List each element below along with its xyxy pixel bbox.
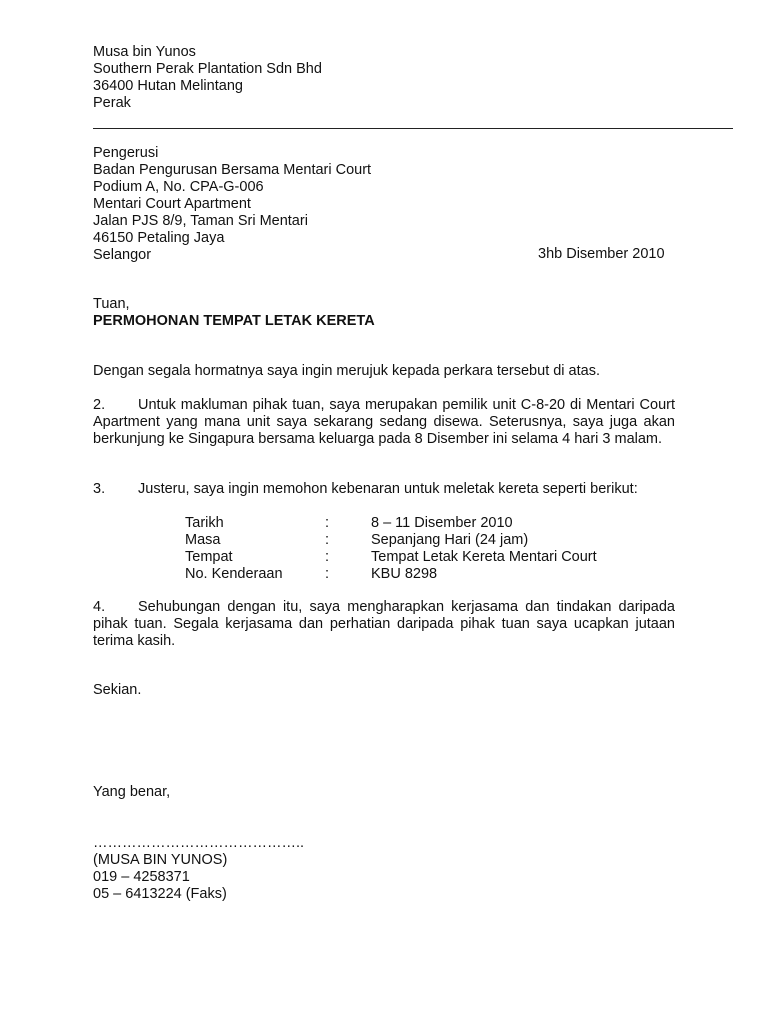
paragraph-4: [93, 599, 675, 650]
detail-label: No. Kenderaan: [185, 566, 283, 582]
recipient-line: Badan Pengurusan Bersama Mentari Court: [93, 162, 372, 178]
header-divider: [93, 128, 733, 129]
subject-heading: PERMOHONAN TEMPAT LETAK KERETA: [93, 313, 375, 329]
sender-line: Musa bin Yunos: [93, 44, 196, 60]
salutation: Tuan,: [93, 296, 130, 312]
signature-block: [93, 835, 304, 903]
sender-line: 36400 Hutan Melintang: [93, 78, 243, 94]
sender-address: [93, 44, 322, 112]
detail-value: 8 – 11 Disember 2010: [371, 515, 513, 531]
sender-line: Southern Perak Plantation Sdn Bhd: [93, 61, 322, 77]
signature-line: ……………………………………..: [93, 835, 305, 851]
detail-label: Tarikh: [185, 515, 224, 531]
detail-value: Sepanjang Hari (24 jam): [371, 532, 529, 548]
recipient-line: Mentari Court Apartment: [93, 196, 251, 212]
letter-date: 3hb Disember 2010: [538, 246, 665, 262]
recipient-line: 46150 Petaling Jaya: [93, 230, 225, 246]
paragraph-intro: Dengan segala hormatnya saya ingin merujuk kepada perkara tersebut di atas.: [93, 363, 600, 379]
detail-label: Masa: [185, 532, 221, 548]
paragraph-text: Sehubungan dengan itu, saya mengharapkan kerjasama dan tindakan daripada pihak tuan. Segala kerjasama dan perhatian daripada pihak tuan saya ucapkan jutaan terima kasih.: [93, 599, 675, 649]
recipient-line: Jalan PJS 8/9, Taman Sri Mentari: [93, 213, 308, 229]
detail-row: [185, 549, 597, 566]
detail-colon: :: [325, 549, 330, 565]
detail-label: Tempat: [185, 549, 233, 565]
fax-number: 05 – 6413224 (Faks): [93, 886, 227, 902]
signatory-name: (MUSA BIN YUNOS): [93, 852, 228, 868]
paragraph-text: Justeru, saya ingin memohon kebenaran untuk meletak kereta seperti berikut:: [138, 481, 638, 497]
parking-details: [185, 515, 597, 583]
detail-colon: :: [325, 532, 330, 548]
phone-number: 019 – 4258371: [93, 869, 190, 885]
detail-row: [185, 515, 597, 532]
closing: Sekian.: [93, 682, 142, 698]
sender-line: Perak: [93, 95, 131, 111]
paragraph-number: 2.: [93, 397, 106, 413]
detail-value: KBU 8298: [371, 566, 438, 582]
detail-colon: :: [325, 515, 330, 531]
paragraph-number: 3.: [93, 481, 106, 497]
detail-value: Tempat Letak Kereta Mentari Court: [371, 549, 597, 565]
detail-row: [185, 532, 597, 549]
recipient-address: [93, 145, 371, 264]
recipient-line: Selangor: [93, 247, 152, 263]
detail-colon: :: [325, 566, 330, 582]
signoff: Yang benar,: [93, 784, 171, 800]
paragraph-2: [93, 397, 675, 448]
recipient-line: Podium A, No. CPA-G-006: [93, 179, 264, 195]
recipient-line: Pengerusi: [93, 145, 159, 161]
paragraph-number: 4.: [93, 599, 106, 615]
detail-row: [185, 566, 597, 583]
paragraph-text: Untuk makluman pihak tuan, saya merupakan pemilik unit C-8-20 di Mentari Court Apartment yang mana unit saya sekarang sedang disewa. Seterusnya, saya juga akan berkunjung ke Singapura bersama keluarga pada 8 Disember ini selama 4 hari 3 malam.: [93, 397, 675, 447]
paragraph-3: [93, 481, 675, 498]
